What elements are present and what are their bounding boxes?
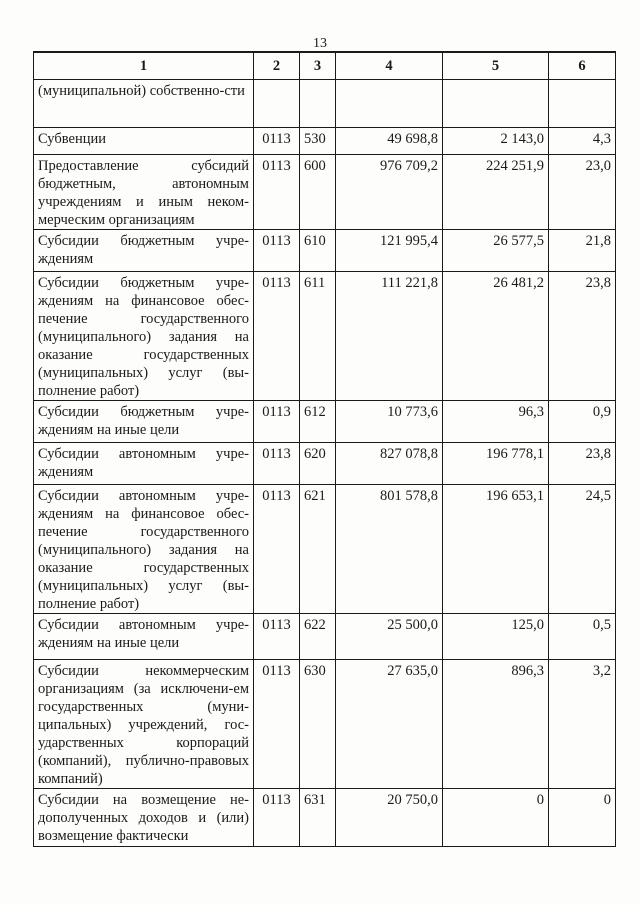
row-name: Субсидии автономным учре-ждениям на иные цели — [34, 614, 254, 660]
expense-type-code: 621 — [300, 485, 336, 614]
row-name: Субсидии бюджетным учре-ждениям на иные цели — [34, 401, 254, 443]
expense-type-code: 630 — [300, 660, 336, 789]
execution-percent: 4,3 — [549, 128, 616, 155]
column-header-2: 2 — [254, 52, 300, 80]
planned-amount: 976 709,2 — [336, 155, 443, 230]
row-name: Субсидии бюджетным учре-ждениям — [34, 230, 254, 272]
section-code: 0113 — [254, 485, 300, 614]
executed-amount: 0 — [443, 789, 549, 847]
table-row — [34, 443, 616, 485]
section-code — [254, 80, 300, 128]
row-name: (муниципальной) собственно-сти — [34, 80, 254, 128]
executed-amount — [443, 80, 549, 128]
planned-amount — [336, 80, 443, 128]
execution-percent: 21,8 — [549, 230, 616, 272]
table-row — [34, 80, 616, 128]
column-header-4: 4 — [336, 52, 443, 80]
executed-amount: 196 653,1 — [443, 485, 549, 614]
expense-type-code: 611 — [300, 272, 336, 401]
table-row — [34, 155, 616, 230]
row-name: Субсидии некоммерческим организациям (за исключени-ем государственных (муни-ципальных) учреждений, гос-ударственных корпораций (компаний), публично-правовых компаний) — [34, 660, 254, 789]
expense-type-code: 610 — [300, 230, 336, 272]
column-header-6: 6 — [549, 52, 616, 80]
execution-percent: 24,5 — [549, 485, 616, 614]
executed-amount: 26 481,2 — [443, 272, 549, 401]
executed-amount: 896,3 — [443, 660, 549, 789]
expense-type-code — [300, 80, 336, 128]
column-header-5: 5 — [443, 52, 549, 80]
planned-amount: 10 773,6 — [336, 401, 443, 443]
executed-amount: 2 143,0 — [443, 128, 549, 155]
row-name: Предоставление субсидий бюджетным, автономным учреждениям и иным неком-мерческим организациям — [34, 155, 254, 230]
table-row — [34, 614, 616, 660]
table-row — [34, 230, 616, 272]
table-row — [34, 789, 616, 847]
section-code: 0113 — [254, 401, 300, 443]
section-code: 0113 — [254, 230, 300, 272]
section-code: 0113 — [254, 660, 300, 789]
expense-type-code: 622 — [300, 614, 336, 660]
execution-percent: 0,9 — [549, 401, 616, 443]
expense-type-code: 631 — [300, 789, 336, 847]
execution-percent: 0,5 — [549, 614, 616, 660]
planned-amount: 27 635,0 — [336, 660, 443, 789]
column-header-1: 1 — [34, 52, 254, 80]
page-number: 13 — [313, 36, 327, 51]
section-code: 0113 — [254, 443, 300, 485]
section-code: 0113 — [254, 789, 300, 847]
row-name: Субвенции — [34, 128, 254, 155]
executed-amount: 26 577,5 — [443, 230, 549, 272]
column-header-3: 3 — [300, 52, 336, 80]
planned-amount: 20 750,0 — [336, 789, 443, 847]
executed-amount: 224 251,9 — [443, 155, 549, 230]
execution-percent: 23,0 — [549, 155, 616, 230]
planned-amount: 827 078,8 — [336, 443, 443, 485]
planned-amount: 111 221,8 — [336, 272, 443, 401]
expense-type-code: 530 — [300, 128, 336, 155]
table-row — [34, 128, 616, 155]
execution-percent — [549, 80, 616, 128]
planned-amount: 49 698,8 — [336, 128, 443, 155]
execution-percent: 0 — [549, 789, 616, 847]
section-code: 0113 — [254, 272, 300, 401]
row-name: Субсидии на возмещение не-дополученных доходов и (или) возмещение фактически — [34, 789, 254, 847]
expense-type-code: 600 — [300, 155, 336, 230]
row-name: Субсидии автономным учре-ждениям — [34, 443, 254, 485]
executed-amount: 196 778,1 — [443, 443, 549, 485]
executed-amount: 125,0 — [443, 614, 549, 660]
section-code: 0113 — [254, 155, 300, 230]
section-code: 0113 — [254, 128, 300, 155]
execution-percent: 23,8 — [549, 272, 616, 401]
table-row — [34, 401, 616, 443]
table-row — [34, 272, 616, 401]
table-header-row — [34, 52, 616, 80]
table-row — [34, 485, 616, 614]
section-code: 0113 — [254, 614, 300, 660]
execution-percent: 23,8 — [549, 443, 616, 485]
planned-amount: 25 500,0 — [336, 614, 443, 660]
row-name: Субсидии автономным учре-ждениям на финансовое обес-печение государственного (муниципального) задания на оказание государственных (муниципальных) услуг (вы-полнение работ) — [34, 485, 254, 614]
planned-amount: 121 995,4 — [336, 230, 443, 272]
execution-percent: 3,2 — [549, 660, 616, 789]
row-name: Субсидии бюджетным учре-ждениям на финансовое обес-печение государственного (муниципального) задания на оказание государственных (муниципальных) услуг (вы-полнение работ) — [34, 272, 254, 401]
expense-type-code: 612 — [300, 401, 336, 443]
executed-amount: 96,3 — [443, 401, 549, 443]
expense-type-code: 620 — [300, 443, 336, 485]
planned-amount: 801 578,8 — [336, 485, 443, 614]
budget-table — [33, 51, 616, 847]
table-row — [34, 660, 616, 789]
